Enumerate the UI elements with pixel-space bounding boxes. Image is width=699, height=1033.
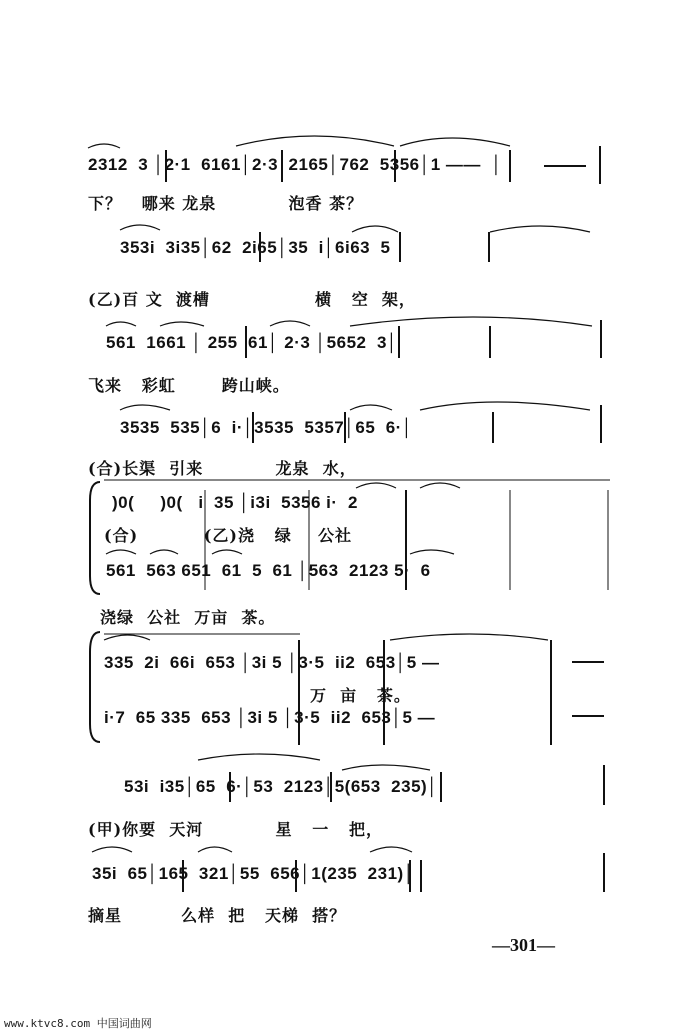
lyrics-system-7-mid: 万 亩 茶。 xyxy=(310,686,411,705)
lyrics-system-5-mid: (合) (乙)浇 绿 公社 xyxy=(104,526,352,545)
page-number: —301— xyxy=(492,935,555,955)
lyrics-system-9: 摘星 么样 把 天梯 搭？ xyxy=(88,906,347,925)
lyrics-system-3: 飞来 彩虹 跨山峡。 xyxy=(88,376,290,395)
lyrics-system-8: (甲)你要 天河 星 一 把， xyxy=(88,820,383,839)
lyrics-system-4: (合)长渠 引来 龙泉 水， xyxy=(88,459,357,478)
notes-system-3: 561 1661 │ 255 61│ 2·3 │5652 3│ xyxy=(106,333,399,352)
notes-system-5-lower: 561 563 651 61 5 61 │563 2123 5· 6 xyxy=(106,561,431,580)
notes-system-1: 2312 3 │2·1 6161│2·3 2165│762 5356│1 —— │ xyxy=(88,155,503,174)
notes-system-2: 353i 3i35│62 2i65│35 i│6i63 5 xyxy=(120,238,391,257)
notes-system-7-lower: i·7 65 335 653 │3i 5 │3·5 ii2 653│5 — xyxy=(104,708,436,727)
lyrics-system-2: (乙)百 文 渡槽 横 空 架， xyxy=(88,290,416,309)
notes-system-8: 53i i35│65 6·│53 2123│5(653 235)│ xyxy=(124,777,439,796)
notes-system-7-upper: 335 2i 66i 653 │3i 5 │3·5 ii2 653│5 — xyxy=(104,653,440,672)
notes-system-9: 35i 65│165 321│55 656│1(235 231)│ xyxy=(92,864,415,883)
lyrics-system-6: 浇绿 公社 万亩 茶。 xyxy=(100,608,276,627)
lyrics-system-1: 下？ 哪来 龙泉 泡香 茶？ xyxy=(88,194,364,213)
notes-system-5-upper: )0( )0( i 35 │i3i 5356 i· 2 xyxy=(112,493,358,512)
notes-system-4: 3535 535│6 i·│3535 5357│65 6·│ xyxy=(120,418,413,437)
watermark-text: www.ktvc8.com 中国词曲网 xyxy=(4,1017,152,1030)
